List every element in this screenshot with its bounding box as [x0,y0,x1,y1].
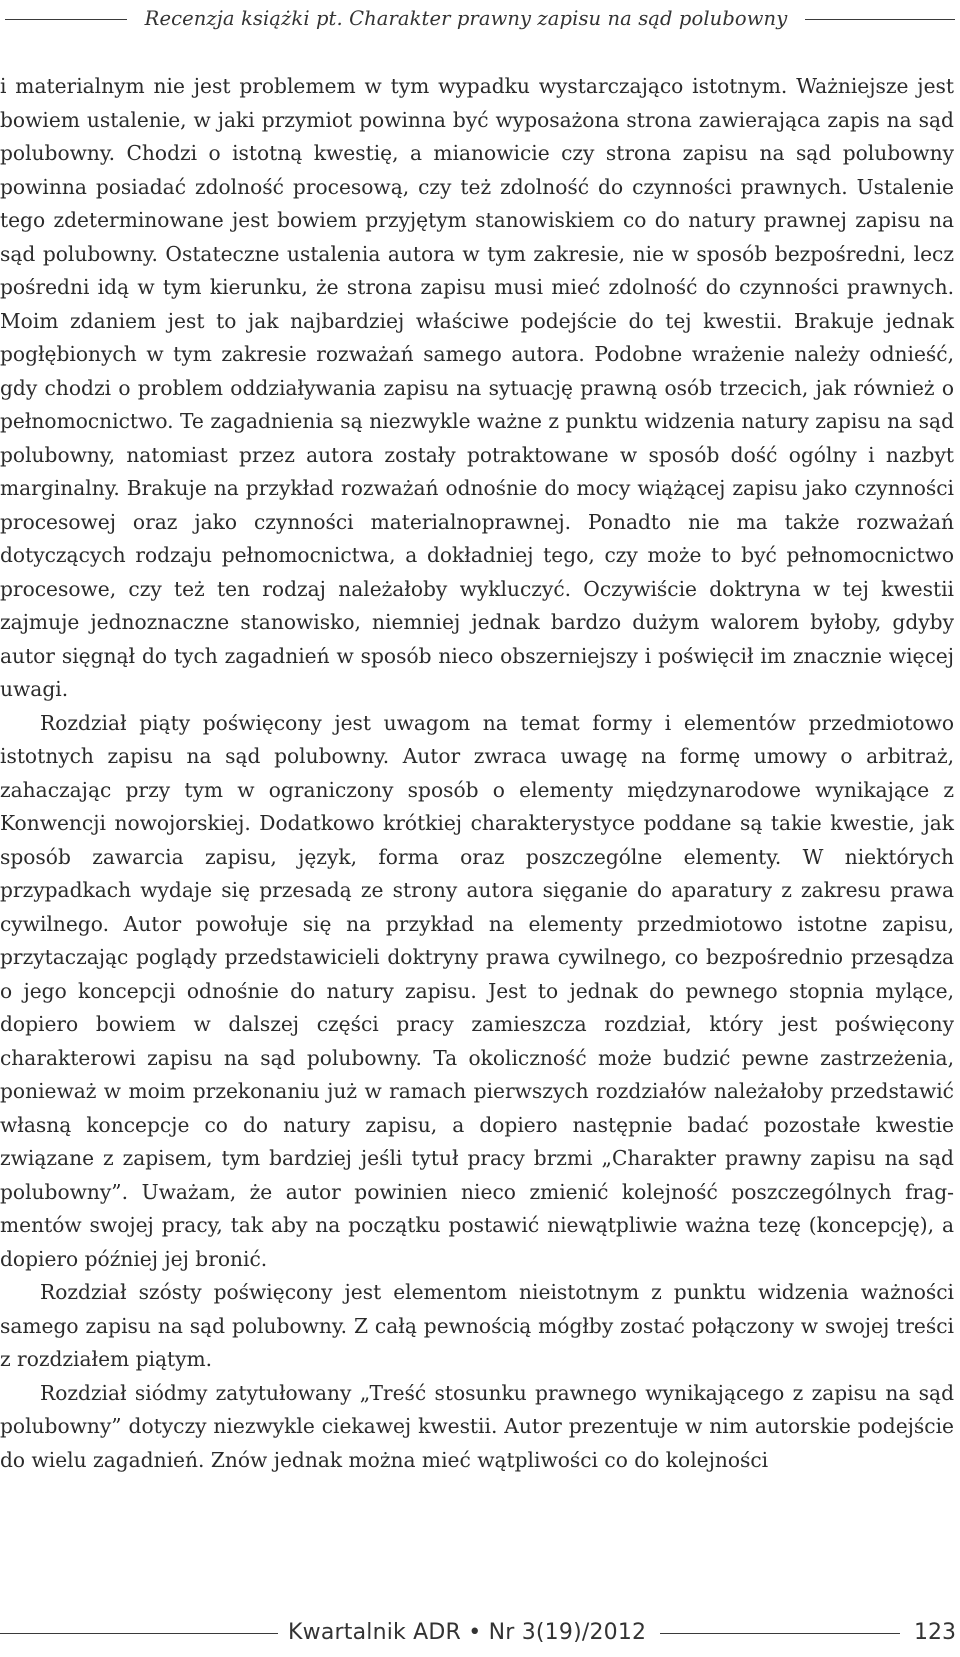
header-rule-right [805,19,955,20]
journal-issue: Kwartalnik ADR • Nr 3(19)/2012 [288,1619,647,1645]
paragraph-chapter-seven: Rozdział siódmy zatytułowany „Treść stosunku prawnego wynikającego z zapisu na sąd polubowny” dotyczy niezwykle ciekawej kwestii. Autor prezentuje w nim autorskie podejście do wielu zagadnień. Znów jednak można mieć wątpliwości co do kolejności [0,1380,954,1472]
paragraph-continued: i materialnym nie jest problemem w tym wypadku wystarczająco istotnym. Ważniejsze jest bowiem ustalenie, w jaki przymiot powinna być wyposażona strona zawierająca zapis na sąd polubowny. Chodzi o istotną kwestię, a mianowicie czy strona zapisu na sąd polubowny powinna posiadać zdolność procesową, czy też zdolność do czynności prawnych. Ustalenie tego zdeterminowane jest bowiem przyjętym stanowiskiem co do natury prawnej zapisu na sąd polubowny. Ostateczne ustalenia autora w tym zakresie, nie w sposób bezpośredni, lecz pośredni idą w tym kierunku, że strona zapisu musi mieć zdolność do czynności prawnych. Moim zdaniem jest to jak najbardziej właściwe podejście do tej kwestii. Brakuje jednak pogłębionych w tym zakresie rozważań samego autora. Podobne wrażenie należy odnieść, gdy chodzi o problem oddziaływania zapisu na sytuację prawną osób trzecich, jak również o pełnomocnictwo. Te zagadnienia są niezwykle ważne z punktu widzenia natury zapisu na sąd polubowny, natomiast przez autora zostały potraktowane w sposób dość ogólny i nazbyt marginalny. Brakuje na przykład rozważań odnośnie do mocy wiążącej zapisu jako czynności procesowej oraz jako czynności materialnoprawnej. Ponadto nie ma także rozważań dotyczących rodzaju pełnomocnictwa, a dokładniej tego, czy może to być pełnomocnictwo procesowe, czy też ten rodzaj należałoby wykluczyć. Oczywiście doktryna w tej kwestii zajmuje jednoznaczne stanowisko, niemniej jednak bardzo dużym walorem byłoby, gdyby autor sięgnął do tych zagadnień w sposób nieco obszerniejszy i poświęcił im znacznie więcej uwagi. [0,74,954,701]
footer-rule-right [660,1633,900,1634]
running-header [0,0,960,36]
page-number: 123 [914,1619,956,1645]
paragraph-chapter-five: Rozdział piąty poświęcony jest uwagom na temat formy i elementów przedmiotowo istotnych zapisu na sąd polubowny. Autor zwraca uwagę na formę umowy o arbitraż, zahaczając przy tym w ograniczony sposób o elementy międzynarodowe wynikające z Konwencji nowojorskiej. Dodatkowo krótkiej charakterystyce poddane są takie kwestie, jak sposób zawarcia zapisu, język, forma oraz poszczególne elementy. W niektórych przypadkach wydaje się przesadą ze strony autora sięganie do aparatury z zakresu prawa cywilnego. Autor powołuje się na przykład na elementy przedmiotowo istotne zapisu, przytaczając poglądy przedstawicieli doktryny prawa cywilnego, co bezpośrednio przesądza o jego koncepcji odnośnie do natury zapisu. Jest to jednak do pewnego stopnia mylące, dopiero bowiem w dalszej części pracy zamieszcza rozdział, który jest poświęcony charakterowi zapisu na sąd polubowny. Ta okoliczność może budzić pewne zastrzeżenia, ponieważ w moim przekonaniu już w ramach pierwszych rozdziałów należałoby przedstawić własną koncepcje co do natury zapisu, a dopiero następnie badać pozostałe kwestie związane z zapisem, tym bardziej jeśli tytuł pracy brzmi „Charakter prawny zapisu na sąd polubowny”. Uważam, że autor powinien nieco zmienić kolejność poszczególnych fragmentów swojej pracy, tak aby na początku postawić niewątpliwie ważna tezę (koncepcję), a dopiero później jej bronić. [0,710,954,1271]
page-footer [0,1612,960,1652]
paragraph-chapter-six: Rozdział szósty poświęcony jest elementom nieistotnym z punktu widzenia ważności samego zapisu na sąd polubowny. Z całą pewnością mógłby zostać połączony w swojej treści z rozdziałem piątym. [0,1280,954,1371]
footer-rule-left [0,1633,278,1634]
body-text [0,70,954,1477]
header-rule-left [5,19,127,20]
running-title: Recenzja książki pt. Charakter prawny zapisu na sąd polubowny [144,6,788,30]
